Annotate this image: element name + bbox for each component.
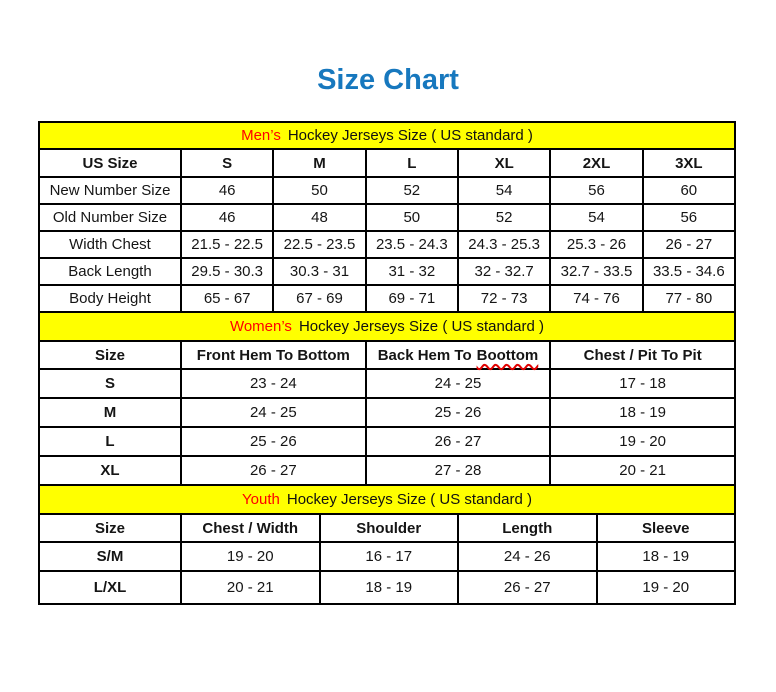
table-row xyxy=(39,231,735,258)
value-cell: 52 xyxy=(366,177,458,204)
mens-size-table xyxy=(38,121,736,313)
page-title: Size Chart xyxy=(317,64,459,96)
label-cell: Width Chest xyxy=(39,231,181,258)
value-cell: 50 xyxy=(273,177,365,204)
header-cell: Shoulder xyxy=(320,514,459,542)
table-row xyxy=(39,369,735,398)
value-cell: 30.3 - 31 xyxy=(273,258,365,285)
size-tables-container xyxy=(38,121,736,605)
youth-band-text: Hockey Jerseys Size ( US standard ) xyxy=(286,491,532,508)
value-cell: 72 - 73 xyxy=(458,285,550,312)
womens-band-row xyxy=(39,312,735,341)
value-cell: 27 - 28 xyxy=(366,456,551,485)
value-cell: 77 - 80 xyxy=(643,285,735,312)
label-cell: M xyxy=(39,398,181,427)
womens-band xyxy=(39,312,735,341)
value-cell: 19 - 20 xyxy=(181,542,320,571)
value-cell: 32.7 - 33.5 xyxy=(550,258,642,285)
value-cell: 32 - 32.7 xyxy=(458,258,550,285)
value-cell: 29.5 - 30.3 xyxy=(181,258,273,285)
youth-band-accent: Youth xyxy=(242,491,280,508)
value-cell: 22.5 - 23.5 xyxy=(273,231,365,258)
value-cell: 74 - 76 xyxy=(550,285,642,312)
womens-band-accent: Women’s xyxy=(229,318,292,335)
header-cell: 2XL xyxy=(550,149,642,177)
table-row xyxy=(39,204,735,231)
value-cell: 31 - 32 xyxy=(366,258,458,285)
header-cell: US Size xyxy=(39,149,181,177)
value-cell: 24 - 25 xyxy=(366,369,551,398)
value-cell: 50 xyxy=(366,204,458,231)
table-row xyxy=(39,258,735,285)
value-cell: 24.3 - 25.3 xyxy=(458,231,550,258)
value-cell: 16 - 17 xyxy=(320,542,459,571)
value-cell: 69 - 71 xyxy=(366,285,458,312)
header-cell: XL xyxy=(458,149,550,177)
value-cell: 23 - 24 xyxy=(181,369,366,398)
header-cell: 3XL xyxy=(643,149,735,177)
label-cell: Back Length xyxy=(39,258,181,285)
label-cell: Old Number Size xyxy=(39,204,181,231)
header-cell: Sleeve xyxy=(597,514,736,542)
table-row xyxy=(39,427,735,456)
value-cell: 65 - 67 xyxy=(181,285,273,312)
label-cell: S xyxy=(39,369,181,398)
table-row xyxy=(39,285,735,312)
label-cell: L xyxy=(39,427,181,456)
value-cell: 26 - 27 xyxy=(366,427,551,456)
header-cell: Chest / Pit To Pit xyxy=(550,341,735,369)
table-row xyxy=(39,177,735,204)
value-cell: 60 xyxy=(643,177,735,204)
header-cell: Size xyxy=(39,514,181,542)
value-cell: 24 - 26 xyxy=(458,542,597,571)
header-cell: S xyxy=(181,149,273,177)
table-row xyxy=(39,456,735,485)
value-cell: 24 - 25 xyxy=(181,398,366,427)
youth-band-row xyxy=(39,485,735,514)
mens-band-text: Hockey Jerseys Size ( US standard ) xyxy=(287,127,533,144)
value-cell: 46 xyxy=(181,204,273,231)
table-row xyxy=(39,398,735,427)
value-cell: 26 - 27 xyxy=(458,571,597,604)
value-cell: 26 - 27 xyxy=(643,231,735,258)
header-cell: L xyxy=(366,149,458,177)
youth-header-row xyxy=(39,514,735,542)
value-cell: 19 - 20 xyxy=(597,571,736,604)
mens-band-accent: Men’s xyxy=(241,127,281,144)
table-row xyxy=(39,542,735,571)
womens-header-row xyxy=(39,341,735,369)
value-cell: 19 - 20 xyxy=(550,427,735,456)
label-cell: L/XL xyxy=(39,571,181,604)
misspelled-word: Boottom xyxy=(476,346,539,364)
value-cell: 18 - 19 xyxy=(550,398,735,427)
mens-header-row xyxy=(39,149,735,177)
label-cell: Body Height xyxy=(39,285,181,312)
value-cell: 25 - 26 xyxy=(366,398,551,427)
header-cell: Chest / Width xyxy=(181,514,320,542)
header-cell xyxy=(366,341,551,369)
header-cell: Size xyxy=(39,341,181,369)
label-cell: New Number Size xyxy=(39,177,181,204)
value-cell: 25.3 - 26 xyxy=(550,231,642,258)
value-cell: 52 xyxy=(458,204,550,231)
youth-size-table xyxy=(38,484,736,605)
mens-band xyxy=(39,122,735,149)
value-cell: 46 xyxy=(181,177,273,204)
womens-band-text: Hockey Jerseys Size ( US standard ) xyxy=(298,318,545,335)
youth-band xyxy=(39,485,735,514)
header-cell: M xyxy=(273,149,365,177)
value-cell: 21.5 - 22.5 xyxy=(181,231,273,258)
value-cell: 18 - 19 xyxy=(320,571,459,604)
value-cell: 56 xyxy=(550,177,642,204)
value-cell: 18 - 19 xyxy=(597,542,736,571)
table-row xyxy=(39,571,735,604)
value-cell: 23.5 - 24.3 xyxy=(366,231,458,258)
header-text: Back Hem To xyxy=(377,346,472,364)
value-cell: 25 - 26 xyxy=(181,427,366,456)
label-cell: XL xyxy=(39,456,181,485)
label-cell: S/M xyxy=(39,542,181,571)
womens-size-table xyxy=(38,311,736,486)
header-cell: Length xyxy=(458,514,597,542)
value-cell: 54 xyxy=(458,177,550,204)
value-cell: 17 - 18 xyxy=(550,369,735,398)
value-cell: 48 xyxy=(273,204,365,231)
header-cell: Front Hem To Bottom xyxy=(181,341,366,369)
value-cell: 20 - 21 xyxy=(181,571,320,604)
value-cell: 20 - 21 xyxy=(550,456,735,485)
value-cell: 67 - 69 xyxy=(273,285,365,312)
value-cell: 26 - 27 xyxy=(181,456,366,485)
mens-band-row xyxy=(39,122,735,149)
value-cell: 33.5 - 34.6 xyxy=(643,258,735,285)
value-cell: 56 xyxy=(643,204,735,231)
value-cell: 54 xyxy=(550,204,642,231)
